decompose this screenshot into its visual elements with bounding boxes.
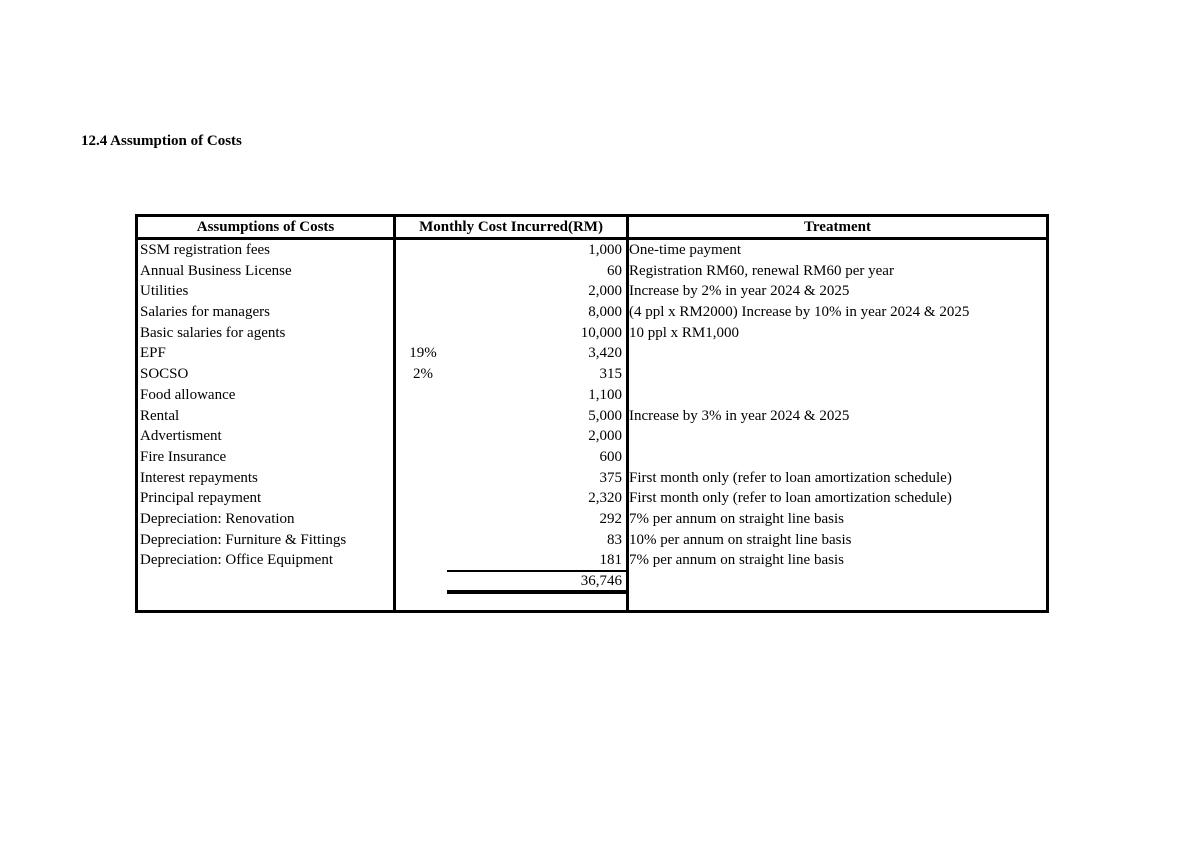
rate-cell: 19% [409, 345, 437, 362]
assumption-cell: Rental [140, 407, 180, 424]
treatment-cell: Increase by 3% in year 2024 & 2025 [629, 407, 850, 424]
table-row [138, 302, 1046, 323]
table-row [138, 426, 1046, 447]
assumption-cell: SOCSO [140, 366, 189, 383]
cost-cell: 2,000 [588, 428, 622, 445]
assumption-cell: Depreciation: Office Equipment [140, 552, 333, 569]
table-row [138, 530, 1046, 551]
rate-cell: 2% [413, 366, 433, 383]
cost-cell: 3,420 [588, 345, 622, 362]
table-row [138, 323, 1046, 344]
cost-cell: 5,000 [588, 407, 622, 424]
treatment-cell: First month only (refer to loan amortization schedule) [629, 490, 952, 507]
table-body [138, 240, 1046, 592]
cost-cell: 315 [599, 366, 622, 383]
treatment-cell: 7% per annum on straight line basis [629, 510, 844, 527]
cost-cell: 8,000 [588, 304, 622, 321]
subtotal-rule [447, 570, 627, 572]
assumption-cell: Annual Business License [140, 262, 292, 279]
assumption-cell: Interest repayments [140, 469, 258, 486]
assumption-cell: Basic salaries for agents [140, 324, 286, 341]
treatment-cell: 10 ppl x RM1,000 [629, 324, 740, 341]
cost-cell: 10,000 [580, 324, 622, 341]
table-row [138, 385, 1046, 406]
table-row [138, 281, 1046, 302]
treatment-cell: 7% per annum on straight line basis [629, 552, 844, 569]
assumption-cell: EPF [140, 345, 166, 362]
assumption-cell: Depreciation: Furniture & Fittings [140, 531, 347, 548]
total-double-rule [447, 590, 627, 594]
assumption-cell: Utilities [140, 283, 189, 300]
assumption-cell: SSM registration fees [140, 242, 270, 258]
assumption-cell: Principal repayment [140, 490, 262, 507]
assumption-cell: Food allowance [140, 386, 236, 403]
assumption-cell: Fire Insurance [140, 448, 227, 465]
treatment-cell: (4 ppl x RM2000) Increase by 10% in year 2024 & 2025 [629, 304, 970, 321]
total-row [138, 571, 1046, 592]
cost-cell: 2,000 [588, 283, 622, 300]
treatment-cell: Increase by 2% in year 2024 & 2025 [629, 283, 850, 300]
cost-cell: 60 [607, 262, 622, 279]
treatment-cell: First month only (refer to loan amortization schedule) [629, 469, 952, 486]
cost-cell: 181 [599, 552, 622, 569]
table-row [138, 364, 1046, 385]
table-row [138, 261, 1046, 282]
cost-cell: 1,100 [588, 386, 622, 403]
table-row [138, 343, 1046, 364]
cost-assumptions-table [135, 214, 1049, 613]
total-cost-cell: 36,746 [580, 573, 622, 589]
table-row [138, 447, 1046, 468]
cost-cell: 292 [599, 510, 622, 527]
header-monthly-cost: Monthly Cost Incurred(RM) [419, 219, 603, 235]
cost-cell: 1,000 [588, 242, 622, 258]
table-row [138, 468, 1046, 489]
table-row [138, 406, 1046, 427]
cost-cell: 2,320 [588, 490, 622, 507]
assumption-cell: Salaries for managers [140, 304, 270, 321]
table-row [138, 550, 1046, 571]
table-row [138, 488, 1046, 509]
treatment-cell: Registration RM60, renewal RM60 per year [629, 262, 894, 279]
cost-cell: 375 [599, 469, 622, 486]
treatment-cell: 10% per annum on straight line basis [629, 531, 852, 548]
assumption-cell: Depreciation: Renovation [140, 510, 295, 527]
header-assumptions: Assumptions of Costs [196, 219, 335, 235]
cost-cell: 83 [607, 531, 622, 548]
cost-cell: 600 [599, 448, 622, 465]
table-row [138, 509, 1046, 530]
table-row [138, 240, 1046, 261]
section-heading: 12.4 Assumption of Costs [81, 133, 242, 149]
treatment-cell: One-time payment [629, 242, 742, 258]
header-treatment: Treatment [804, 219, 871, 235]
assumption-cell: Advertisment [140, 428, 222, 445]
